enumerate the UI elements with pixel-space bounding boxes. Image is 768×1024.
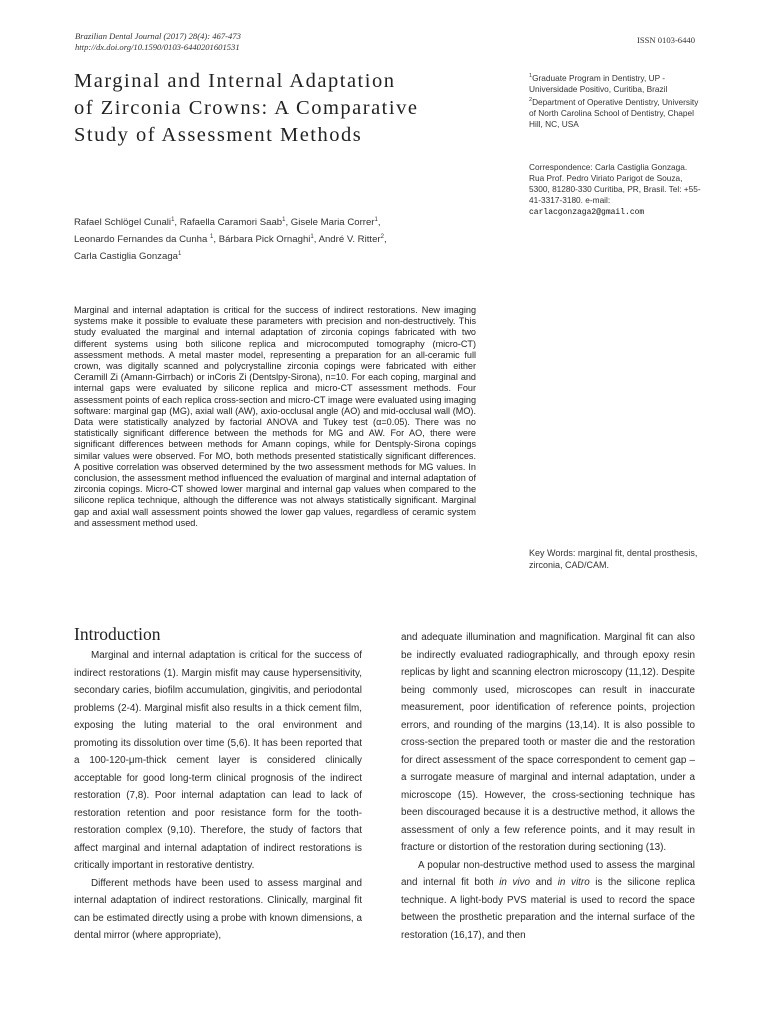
paragraph: and adequate illumination and magnification. Marginal fit can also be indirectly evaluated radiographically, and through epoxy resin replicas by light and scanning electron microscopy (11,12). Despite being commonly used, microscopes can result in inaccurate measurement, poor identification of reference points, projection errors, and rounding of the margins (13,14). It is also possible to cross-section the prepared tooth or master die and the restoration for direct assessment of the space correspondent to cement gap – a surrogate measure of marginal and internal adaptation, under a microscope (15). However, the cross-sectioning technique has been discouraged because it is a destructive method, it allows the assessment of only a few reference points, and it may result in fracture or distortion of the restoration during sectioning (13). xyxy=(401,632,695,853)
paragraph: A popular non-destructive method used to assess the marginal and internal fit both in vivo and in vitro is the silicone replica technique. A light-body PVS material is used to record the space between the prosthetic preparation and the internal surface of the restoration (16,17), and then xyxy=(401,859,695,941)
title-line: Study of Assessment Methods xyxy=(74,124,363,146)
article-title xyxy=(74,68,454,149)
issn: ISSN 0103-6440 xyxy=(636,35,695,45)
affiliation-1: $^1$Graduate Program in Dentistry, UP - Universidade Positivo, Curitiba, Brazil xyxy=(529,72,668,94)
affiliations xyxy=(529,71,704,130)
journal-header xyxy=(75,31,241,53)
paragraph: Different methods have been used to assess marginal and internal adaptation of indirect restorations. Clinically, marginal fit can be estimated directly using a probe with known dimensions, a dental mirror (where appropriate), xyxy=(74,877,362,941)
author-list xyxy=(74,213,454,265)
author-line: Leonardo Fernandes da Cunha $^1$, Bárbara Pick Ornaghi$^1$, André V. Ritter$^2$, xyxy=(74,234,387,246)
correspondence: Correspondence: Carla Castiglia Gonzaga. Rua Prof. Pedro Viriato Parigot de Souza, 5300, 81280-330 Curitiba, PR, Brasil. Tel: +55-41-3317-3180. e-mail: carlacgonzaga2@gmail.com xyxy=(529,162,701,217)
affiliation-2: $^2$Department of Operative Dentistry, University of North Carolina School of Dentistry, Chapel Hill, NC, USA xyxy=(529,96,699,129)
abstract: Marginal and internal adaptation is critical for the success of indirect restorations. New imaging systems make it possible to evaluate these parameters with precision and non-destructively. This study evaluated the marginal and internal adaptation of zirconia copings fabricated with two different systems using both silicone replica and microcomputed tomography (micro-CT) assessment methods. A metal master model, representing a preparation for an all-ceramic full crown, was digitally scanned and polycrystalline zirconia copings were fabricated with either Ceramill Zi (Amann-Girrbach) or inCoris Zi (Dentslpy-Sirona), n=10. For each coping, marginal and internal gaps were evaluated by silicone replica and micro-CT assessment methods. Four assessment points of each replica cross-section and micro-CT image were evaluated using imaging software: marginal gap (MG), axial wall (AW), axio-occlusal angle (AO) and mid-occlusal wall (MO). Data were statistically analyzed by factorial ANOVA and Tukey test (α=0.05). There was no statistically significant difference between the methods for MG and AW. For AO, there were significant differences between methods for Amann copings, while for Dentsply-Sirona copings similar values were observed. For MO, both methods presented statistically significant differences. A positive correlation was observed determined by the two assessment methods for MG values. In conclusion, the assessment method influenced the evaluation of marginal and internal adaptation of zirconia copings. Micro-CT showed lower marginal and internal gap values when compared to the silicone replica technique, although the difference was not always statistically significant. Marginal gap and axial wall assessment points showed the lower gap values, regardless of ceramic system and assessment method used. xyxy=(74,305,476,528)
paragraph: Marginal and internal adaptation is critical for the success of indirect restorations (1). Margin misfit may cause hypersensitivity, secondary caries, biofilm accumulation, gingivitis, and periodontal problems (2-4). Marginal misfit also results in a thick cement film, exposing the luting material to the oral environment and promoting its dissolution over time (5,6). It has been reported that a 100-120-μm-thick cement layer is considered clinically acceptable for good long-term clinical prognosis of the indirect restoration (7,8). Poor internal adaptation can lead to lack of restoration retention and poor resistance form for the tooth-restoration complex (9,10). Therefore, the study of factors that affect marginal and internal adaptation of indirect restorations is critically important in restorative dentistry. xyxy=(74,650,362,871)
body-column-right xyxy=(401,629,695,944)
author-line: Rafael Schlögel Cunali$^1$, Rafaella Caramori Saab$^1$, Gisele Maria Correr$^1$, xyxy=(74,217,381,229)
title-line: Marginal and Internal Adaptation xyxy=(74,70,396,92)
keywords: Key Words: marginal fit, dental prosthesis, zirconia, CAD/CAM. xyxy=(529,548,698,570)
section-heading: Introduction xyxy=(74,624,161,644)
email-link[interactable]: carlacgonzaga2@gmail.com xyxy=(529,208,645,217)
title-line: of Zirconia Crowns: A Comparative xyxy=(74,97,419,119)
body-column-left xyxy=(74,647,362,945)
doi-link[interactable]: http://dx.doi.org/10.1590/0103-6440201601531 xyxy=(75,42,240,52)
author-line: Carla Castiglia Gonzaga$^1$ xyxy=(74,251,182,263)
journal-citation: Brazilian Dental Journal (2017) 28(4): 467-473 xyxy=(75,31,241,41)
